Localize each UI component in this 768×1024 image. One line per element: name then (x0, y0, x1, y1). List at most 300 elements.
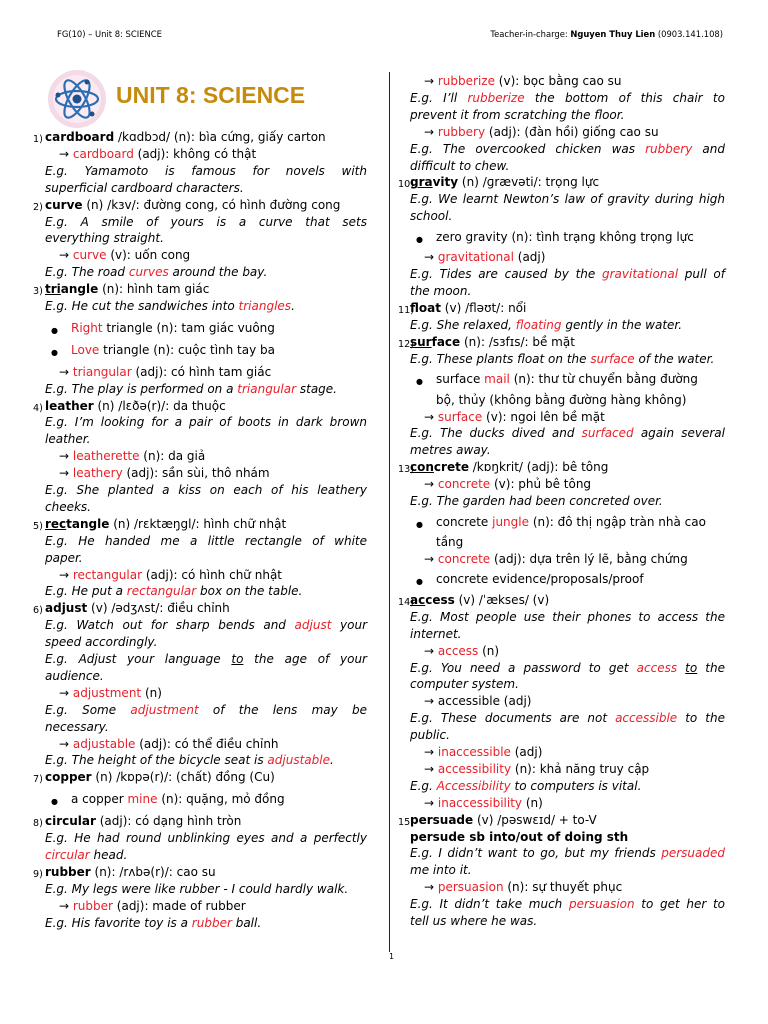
vocab-line (410, 552, 725, 567)
vocab-line (45, 753, 367, 768)
highlight-word: concrete (437, 551, 491, 566)
vocab-line (45, 147, 367, 162)
text-run: E.g. She relaxed, (410, 317, 516, 332)
vocab-bullet-line (45, 321, 367, 336)
text-run: (adj): made of rubber (112, 898, 246, 913)
entry-number: 14) (398, 596, 414, 608)
highlight-word: adjustment (72, 685, 142, 700)
text-run: E.g. Watch out for sharp bends and (45, 618, 295, 633)
text-run: → (424, 643, 438, 658)
text-run: concrete (436, 514, 493, 529)
vocab-entry-head (33, 282, 367, 298)
text-run: . (329, 753, 334, 768)
text-run (677, 661, 685, 675)
entry-number: 4) (33, 402, 43, 414)
text-run: to computers is vital. (510, 778, 642, 793)
text-run: → accessible (adj) (424, 694, 532, 709)
highlight-word: Accessibility (436, 778, 511, 793)
text-run: E.g. I’m looking for a pair of boots in dark brown (45, 415, 367, 430)
highlight-word: Love (71, 342, 100, 357)
text-run: (n): đô thị ngập tràn nhà cao (529, 514, 706, 529)
text-run: E.g. I didn’t want to go, but my friends (410, 846, 662, 861)
text-run: pull of (678, 267, 725, 282)
text-run: (n) (522, 795, 543, 810)
entry-number: 2) (33, 201, 43, 213)
text-run: ball. (231, 915, 262, 930)
vocab-line (45, 737, 367, 752)
vocab-line (410, 694, 725, 709)
text-run: E.g. The height of the bicycle seat is (45, 753, 268, 768)
text-run: E.g. We learnt Newton’s law of gravity during high (410, 192, 725, 207)
text-run: (v) /ˈækses/ (v) (454, 592, 550, 607)
vocab-line (45, 449, 367, 464)
vocab-entry-head (33, 516, 367, 532)
text-run: (adj): không có thật (133, 146, 257, 161)
text-run: → (59, 898, 73, 913)
text-run: → (424, 880, 438, 895)
vocab-line (45, 265, 367, 280)
vocab-word: triangle (45, 282, 99, 297)
vocab-bullet-line (410, 372, 725, 387)
text-run: difficult to chew. (410, 158, 510, 173)
vocab-line (410, 830, 725, 845)
highlight-word: concrete (437, 477, 491, 492)
vocab-word: copper (45, 770, 92, 785)
vocab-word: access (410, 592, 455, 607)
text-run: E.g. Adjust your language (45, 652, 232, 666)
highlight-word: access (437, 643, 479, 658)
vocab-line (45, 568, 367, 583)
vocab-line (410, 644, 725, 659)
vocab-line (45, 720, 367, 735)
highlight-word: persuasion (568, 897, 635, 912)
text-run: → (59, 466, 73, 481)
text-run: E.g. He had round unblinking eyes and a perfectly (45, 831, 367, 845)
vocab-line (410, 745, 725, 760)
text-run: → (424, 250, 438, 265)
text-run: E.g. I’ll (410, 90, 468, 105)
text-run: superficial cardboard characters. (45, 180, 244, 195)
vocab-line (410, 352, 725, 367)
highlight-word: rubber (191, 915, 232, 930)
vocab-line (410, 410, 725, 425)
header-right (490, 29, 723, 39)
bullet-icon: ● (416, 577, 423, 587)
text-run: of the lens may be (198, 702, 367, 717)
vocab-line (45, 551, 367, 566)
vocab-line (45, 584, 367, 599)
vocab-line (45, 299, 367, 314)
highlight-word: accessibility (437, 761, 512, 776)
vocab-line (410, 159, 725, 174)
vocab-line (45, 231, 367, 246)
vocab-line (410, 728, 725, 743)
text-run: (n) (141, 685, 162, 700)
text-run: head. (89, 847, 128, 862)
text-run: → (424, 409, 438, 424)
text-run: → (59, 449, 73, 464)
text-run: /kɑdbɔd/ (n): bìa cứng, giấy carton (114, 130, 326, 144)
vocab-line (45, 215, 367, 230)
text-run: . (291, 299, 295, 313)
vocab-word: leather (45, 398, 94, 413)
text-run: (n) /ɡrævəti/: trọng lực (458, 175, 600, 190)
text-run: (n): khả năng truy cập (511, 761, 650, 776)
vocab-line (410, 897, 725, 912)
highlight-word: cardboard (72, 146, 134, 161)
text-run: E.g. A smile of yours is a curve that sets (45, 214, 367, 229)
vocab-word: circular (45, 814, 96, 829)
column-divider (389, 72, 390, 952)
text-run: E.g. He put a (45, 584, 127, 599)
entry-number: 13) (398, 464, 414, 476)
vocab-line (410, 267, 725, 282)
vocab-word: cardboard (45, 130, 115, 144)
text-run: (v): bọc bằng cao su (494, 74, 622, 88)
text-run: (n) (478, 643, 500, 658)
text-run: (n): hình tam giác (98, 282, 210, 297)
vocab-line (410, 74, 725, 89)
text-run: of the water. (634, 351, 715, 366)
vocab-line (45, 899, 367, 914)
text-run: tầng (436, 535, 464, 549)
highlight-word: mail (484, 372, 510, 387)
text-run: → (59, 736, 73, 751)
bullet-icon: ● (416, 519, 423, 529)
text-run: (v) /fləʊt/: nổi (440, 300, 527, 315)
vocab-line (45, 848, 367, 863)
text-run: E.g. It didn’t take much (410, 897, 569, 912)
highlight-word: mine (127, 792, 158, 807)
vocab-word: float (410, 300, 441, 315)
vocab-line (410, 863, 725, 878)
vocab-entry-head (398, 812, 725, 828)
vocab-word: concrete (410, 460, 469, 475)
text-run: (adj) (510, 745, 543, 759)
vocab-line (45, 635, 367, 650)
bullet-icon: ● (51, 347, 58, 357)
text-run: E.g. You need a password to get (410, 660, 637, 675)
text-run: → (59, 567, 73, 582)
vocab-entry-head (398, 175, 725, 191)
text-run: metres away. (410, 443, 491, 458)
text-run: E.g. The garden had been concreted over. (410, 494, 663, 508)
highlight-word: gravitational (602, 267, 679, 282)
highlight-word: adjustable (267, 753, 330, 768)
vocab-entry-head (398, 334, 725, 350)
text-run: gently in the water. (561, 317, 683, 332)
text-run: around the bay. (168, 265, 268, 280)
vocab-line (45, 164, 367, 179)
text-run: paper. (45, 550, 83, 565)
header-right-prefix: Teacher-in-charge: (490, 29, 571, 39)
text-run: (adj): sần sùi, thô nhám (122, 466, 270, 481)
text-run: (v) /pəswɛɪd/ + to-V (473, 812, 597, 827)
header-left: FG(10) – Unit 8: SCIENCE (57, 29, 162, 39)
entry-number: 1) (33, 134, 43, 145)
text-run: → (424, 477, 438, 492)
text-run: E.g. The ducks dived and (410, 426, 582, 441)
highlight-word: surface (590, 351, 635, 366)
text-run: (n): sự thuyết phục (503, 880, 623, 895)
vocab-line (45, 831, 367, 846)
text-run: E.g. He cut the sandwiches into (45, 299, 239, 313)
text-run: leather. (45, 432, 91, 447)
vocab-line (45, 669, 367, 684)
text-run: E.g. Yamamoto is famous for novels with (45, 163, 367, 178)
text-run: speed accordingly. (45, 635, 158, 650)
text-run: (n): /sɜfɪs/: bề mặt (460, 334, 575, 349)
vocab-line (45, 415, 367, 430)
text-run: E.g. Tides are caused by the (410, 267, 602, 282)
vocab-line (45, 365, 367, 380)
text-run: again several (633, 426, 725, 441)
page-number: 1 (389, 952, 395, 961)
entry-number: 7) (33, 774, 43, 786)
vocab-line (45, 466, 367, 481)
text-run: (adj): có hình chữ nhật (142, 567, 282, 582)
highlight-word: rubbery (645, 141, 693, 156)
text-run: bộ, thủy (không bằng đường hàng không) (436, 392, 687, 407)
vocab-line (410, 677, 725, 692)
highlight-word: circular (45, 847, 90, 862)
text-run: (n) /kɒpə(r)/: (chất) đồng (Cu) (91, 770, 275, 785)
vocab-bullet-line (410, 230, 725, 245)
header-right-suffix: (0903.141.108) (655, 29, 723, 39)
bullet-icon: ● (51, 797, 58, 807)
text-run: → (59, 248, 73, 263)
text-run: the age of your (243, 652, 367, 666)
text-run: (adj): có hình tam giác (131, 364, 272, 379)
entry-number: 12) (398, 338, 414, 350)
vocab-line (410, 762, 725, 777)
vocab-line (410, 250, 725, 265)
highlight-word: triangular (72, 364, 132, 379)
vocab-word: surface (410, 334, 461, 349)
text-run: the (697, 660, 725, 675)
text-run: (n) /rɛktæŋgl/: hình chữ nhật (109, 516, 287, 531)
text-run: E.g. These documents are not (410, 711, 616, 726)
highlight-word: adjust (294, 618, 332, 633)
text-run: E.g. Most people use their phones to access the (410, 609, 725, 624)
text-run: stage. (296, 381, 337, 396)
vocab-line (410, 661, 725, 676)
vocab-bullet-line (410, 515, 725, 530)
vocab-line (410, 108, 725, 123)
text-run: to (231, 652, 244, 666)
text-run: (adj) (513, 250, 546, 265)
text-run: → (59, 146, 73, 161)
text-run: your (331, 618, 367, 633)
vocab-entry-head (33, 601, 367, 617)
highlight-word: access (636, 660, 678, 675)
vocab-entry-head (33, 814, 367, 830)
vocab-line (410, 209, 725, 224)
text-run: persude sb into/out of doing sth (410, 829, 629, 844)
vocab-entry-head (33, 398, 367, 414)
text-run: triangle (n): cuộc tình tay ba (99, 342, 275, 357)
text-run: (n): da giả (139, 449, 206, 464)
vocab-line (410, 125, 725, 140)
vocab-line (410, 318, 725, 333)
highlight-word: surface (437, 409, 483, 424)
text-run: E.g. He handed me a little rectangle of white (45, 533, 367, 548)
text-run: everything straight. (45, 231, 164, 246)
text-run: me into it. (410, 863, 472, 878)
text-run: E.g. She planted a kiss on each of his leathery (45, 483, 367, 497)
text-run: to (685, 660, 698, 675)
vocab-line (45, 652, 367, 667)
highlight-word: rubberize (437, 74, 495, 88)
vocab-word: rubber (45, 864, 91, 879)
text-run: → (424, 795, 438, 810)
highlight-word: accessible (615, 711, 678, 726)
text-run: → (424, 124, 438, 139)
entry-number: 10) (398, 179, 414, 191)
entry-number: 3) (33, 286, 43, 298)
highlight-word: adjustable (72, 736, 136, 751)
highlight-word: curve (72, 248, 107, 263)
vocab-line (45, 181, 367, 196)
vocab-line (45, 382, 367, 397)
bullet-icon: ● (416, 234, 423, 244)
highlight-word: triangles (238, 299, 292, 313)
vocab-line (45, 618, 367, 633)
text-run: audience. (45, 668, 104, 683)
vocab-bullet-line (45, 792, 367, 807)
text-run: E.g. My legs were like rubber - I could hardly walk. (45, 881, 349, 896)
text-run: concrete evidence/proposals/proof (436, 572, 644, 587)
text-run: → (59, 685, 73, 700)
text-run: E.g. The play is performed on a (45, 381, 238, 396)
vocab-line (410, 284, 725, 299)
vocab-line (45, 483, 367, 498)
text-run: (n) /kɜv/: đường cong, có hình đường cong (82, 197, 341, 212)
highlight-word: adjustment (130, 702, 199, 717)
text-run: E.g. These plants float on the (410, 351, 591, 366)
vocab-line (45, 432, 367, 447)
text-run: → (424, 745, 438, 759)
highlight-word: curves (128, 265, 169, 280)
highlight-word: gravitational (437, 250, 514, 265)
vocab-bullet-line (45, 343, 367, 358)
highlight-word: rectangular (72, 567, 143, 582)
text-run: triangle (n): tam giác vuông (102, 320, 275, 335)
text-run: (v): uốn cong (106, 248, 191, 263)
entry-number: 9) (33, 868, 43, 880)
vocab-line (410, 535, 725, 550)
vocab-word: gravity (410, 175, 459, 190)
text-run: and (692, 141, 726, 156)
text-run: surface (436, 372, 485, 387)
highlight-word: jungle (492, 514, 529, 529)
vocab-line (45, 916, 367, 931)
text-run: (adj): có thể điều chỉnh (135, 736, 279, 751)
text-run: public. (410, 728, 450, 743)
highlight-word: leathery (72, 466, 123, 481)
text-run: to get her to (634, 897, 725, 912)
highlight-word: persuaded (661, 846, 725, 861)
text-run: a copper (71, 792, 128, 807)
vocab-line (410, 914, 725, 929)
highlight-word: inaccessibility (437, 795, 523, 810)
highlight-word: rubber (72, 898, 113, 913)
text-run: (adj): dựa trên lý lẽ, bằng chứng (490, 551, 688, 566)
vocab-line (410, 711, 725, 726)
highlight-word: floating (515, 317, 562, 332)
text-run: zero gravity (n): tình trạng không trọng lực (436, 229, 694, 244)
vocab-line (410, 142, 725, 157)
vocab-line (410, 494, 725, 509)
text-run: cheeks. (45, 499, 91, 514)
text-run: the moon. (410, 284, 472, 298)
entry-number: 8) (33, 818, 43, 830)
vocab-line (45, 534, 367, 549)
entry-number: 5) (33, 520, 43, 532)
text-run: tell us where he was. (410, 914, 538, 928)
text-run: prevent it from scratching the floor. (410, 107, 625, 122)
vocab-line (45, 248, 367, 263)
teacher-name: Nguyen Thuy Lien (570, 29, 656, 39)
vocab-bullet-line (410, 572, 725, 587)
highlight-word: surfaced (581, 426, 634, 441)
text-run: E.g. (410, 778, 437, 793)
vocab-line (45, 686, 367, 701)
vocab-line (410, 192, 725, 207)
text-run: box on the table. (196, 584, 303, 599)
text-run: (adj): có dạng hình tròn (95, 814, 242, 829)
vocab-line (410, 627, 725, 642)
page-title: UNIT 8: SCIENCE (116, 82, 306, 108)
vocab-word: rectangle (45, 516, 110, 531)
text-run: → (424, 761, 438, 776)
highlight-word: persuasion (437, 880, 504, 895)
vocab-line (410, 610, 725, 625)
text-run: to the (677, 711, 725, 726)
entry-number: 15) (398, 816, 414, 828)
vocab-entry-head (398, 592, 725, 608)
text-run: E.g. The overcooked chicken was (410, 141, 646, 156)
highlight-word: triangular (237, 381, 297, 396)
text-run: (v) /ədʒʌst/: điều chỉnh (87, 601, 230, 616)
vocab-line (410, 426, 725, 441)
vocab-line (45, 500, 367, 515)
text-run: (adj): (đàn hồi) giống cao su (485, 124, 659, 139)
bullet-icon: ● (416, 377, 423, 387)
vocab-line (45, 703, 367, 718)
text-run: (v): ngoi lên bề mặt (482, 409, 605, 424)
vocab-word: adjust (45, 601, 88, 616)
vocab-word: persuade (410, 812, 474, 827)
text-run: the bottom of this chair to (524, 90, 725, 105)
highlight-word: Right (71, 320, 103, 335)
text-run: E.g. Some (45, 702, 131, 717)
text-run: (n): quặng, mỏ đồng (157, 792, 285, 807)
text-run: computer system. (410, 677, 519, 692)
vocab-line (410, 443, 725, 458)
vocab-word: curve (45, 197, 83, 212)
vocab-line (410, 393, 725, 408)
text-run: E.g. The road (45, 265, 129, 280)
vocab-line (410, 91, 725, 106)
text-run: → (424, 74, 438, 88)
vocab-line (45, 882, 367, 897)
vocab-entry-head (33, 197, 367, 213)
vocab-line (410, 779, 725, 794)
highlight-word: inaccessible (437, 745, 511, 759)
text-run: → (424, 551, 438, 566)
text-run: (n): thư từ chuyển bằng đường (509, 372, 698, 387)
